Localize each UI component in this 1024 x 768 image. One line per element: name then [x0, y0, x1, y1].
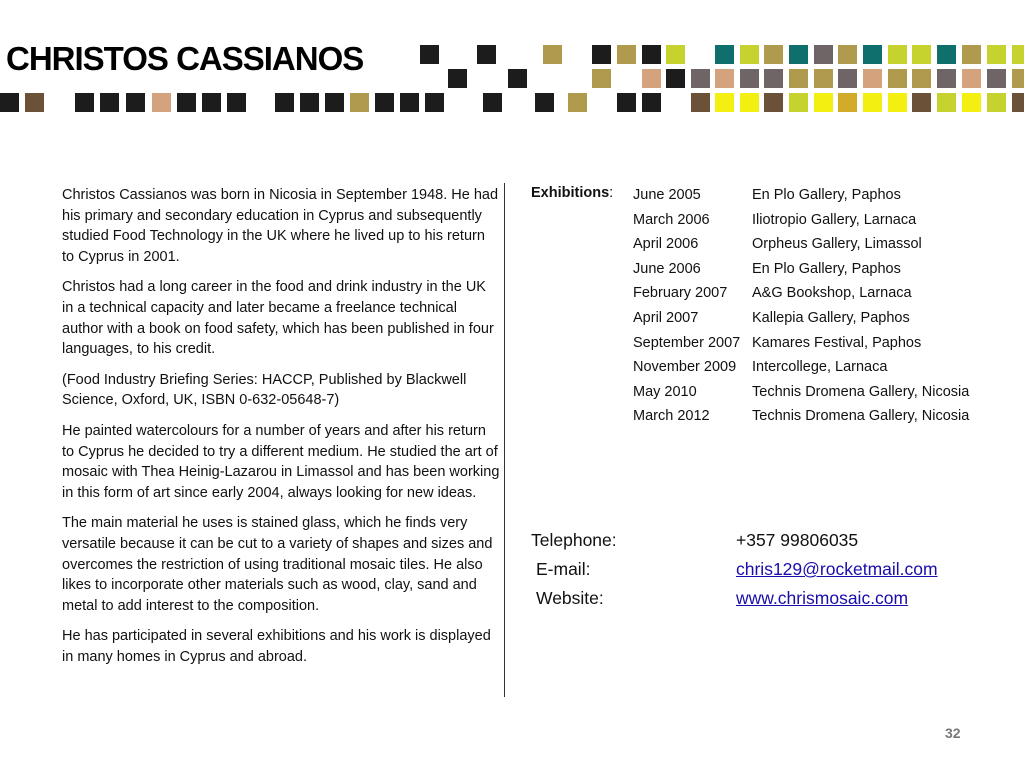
- website-row: [531, 584, 938, 613]
- exhibition-date: April 2007: [633, 309, 699, 326]
- mosaic-tile: [814, 69, 833, 88]
- mosaic-tile: [126, 93, 145, 112]
- bio-paragraph: Christos had a long career in the food and drink industry in the UK in a technical capacity and later became a freelance technical author with a book on food safety, which has been published in four languages, to his credit.: [62, 279, 494, 358]
- mosaic-tile: [987, 45, 1006, 64]
- telephone-value: +357 99806035: [736, 530, 859, 550]
- exhibitions-label: [531, 185, 613, 201]
- mosaic-tile: [789, 93, 808, 112]
- exhibition-date: March 2006: [633, 211, 710, 228]
- mosaic-tile: [535, 93, 554, 112]
- mosaic-tile: [477, 45, 496, 64]
- mosaic-tile: [863, 69, 882, 88]
- email-row: [531, 555, 938, 584]
- mosaic-tile: [789, 45, 808, 64]
- contact-info: [531, 526, 938, 613]
- mosaic-tile: [962, 45, 981, 64]
- exhibition-venue: Technis Dromena Gallery, Nicosia: [752, 383, 970, 400]
- mosaic-tile: [912, 69, 931, 88]
- bio-paragraph: (Food Industry Briefing Series: HACCP, Published by Blackwell Science, Oxford, UK, ISBN 0-632-05648-7): [62, 371, 467, 409]
- mosaic-tile: [420, 45, 439, 64]
- exhibition-row: [633, 259, 973, 280]
- exhibition-date: March 2012: [633, 408, 710, 425]
- exhibition-row: [633, 210, 973, 231]
- mosaic-tile: [275, 93, 294, 112]
- mosaic-tile: [691, 93, 710, 112]
- mosaic-tile: [300, 93, 319, 112]
- exhibition-date: November 2009: [633, 359, 737, 376]
- mosaic-tile: [400, 93, 419, 112]
- exhibition-venue: Kallepia Gallery, Paphos: [752, 309, 910, 326]
- mosaic-tile: [740, 45, 759, 64]
- mosaic-tile: [1012, 93, 1024, 112]
- email-link[interactable]: chris129@rocketmail.com: [736, 559, 938, 579]
- exhibition-row: [633, 406, 973, 427]
- mosaic-tile: [666, 45, 685, 64]
- mosaic-tile: [987, 93, 1006, 112]
- mosaic-tile: [838, 93, 857, 112]
- mosaic-tile: [715, 45, 734, 64]
- exhibition-venue: Technis Dromena Gallery, Nicosia: [752, 408, 970, 425]
- mosaic-tile: [814, 45, 833, 64]
- exhibition-row: [633, 185, 973, 206]
- mosaic-tile: [202, 93, 221, 112]
- exhibition-row: [633, 283, 973, 304]
- mosaic-tile: [888, 69, 907, 88]
- mosaic-tile: [568, 93, 587, 112]
- mosaic-tile: [912, 93, 931, 112]
- mosaic-tile: [814, 93, 833, 112]
- mosaic-tile: [838, 69, 857, 88]
- exhibition-venue: Orpheus Gallery, Limassol: [752, 236, 922, 253]
- mosaic-tile: [863, 93, 882, 112]
- mosaic-tile: [666, 69, 685, 88]
- mosaic-tile: [100, 93, 119, 112]
- exhibition-venue: Intercollege, Larnaca: [752, 359, 888, 376]
- mosaic-tile: [642, 69, 661, 88]
- column-divider: [504, 183, 505, 697]
- mosaic-tile: [937, 45, 956, 64]
- mosaic-tile: [642, 45, 661, 64]
- mosaic-tile: [508, 69, 527, 88]
- exhibition-date: June 2005: [633, 187, 701, 203]
- exhibition-date: June 2006: [633, 260, 701, 277]
- exhibition-row: [633, 333, 973, 354]
- mosaic-tile: [764, 93, 783, 112]
- exhibition-row: [633, 382, 973, 403]
- exhibition-venue: Iliotropio Gallery, Larnaca: [752, 211, 917, 228]
- mosaic-tile: [75, 93, 94, 112]
- mosaic-tile: [764, 69, 783, 88]
- mosaic-tile: [375, 93, 394, 112]
- mosaic-tile: [448, 69, 467, 88]
- mosaic-tile: [325, 93, 344, 112]
- mosaic-tile: [25, 93, 44, 112]
- telephone-label: Telephone:: [531, 530, 617, 550]
- exhibition-venue: Kamares Festival, Paphos: [752, 334, 922, 351]
- exhibition-row: [633, 357, 973, 378]
- telephone-row: [531, 526, 938, 555]
- mosaic-tile: [937, 93, 956, 112]
- exhibitions-list: [633, 185, 973, 431]
- mosaic-tile: [987, 69, 1006, 88]
- page-number: 32: [945, 725, 961, 741]
- mosaic-tile: [962, 93, 981, 112]
- mosaic-tile: [863, 45, 882, 64]
- mosaic-tile: [691, 69, 710, 88]
- mosaic-tile: [617, 45, 636, 64]
- mosaic-tile: [177, 93, 196, 112]
- mosaic-tile: [937, 69, 956, 88]
- website-label: Website:: [536, 588, 604, 608]
- mosaic-tile: [152, 93, 171, 112]
- mosaic-tile: [740, 93, 759, 112]
- exhibitions-colon: :: [609, 185, 614, 201]
- page-title: CHRISTOS CASSIANOS: [6, 40, 364, 77]
- bio-paragraph: Christos Cassianos was born in Nicosia in September 1948. He had his primary and secondary education in Cyprus and subsequently studied Food Technology in the UK where he lived up to his return to Cyprus in 2001.: [62, 187, 499, 265]
- mosaic-tile: [592, 45, 611, 64]
- mosaic-tile: [740, 69, 759, 88]
- exhibition-venue: A&G Bookshop, Larnaca: [752, 285, 912, 302]
- biography-text: [62, 185, 500, 677]
- mosaic-tile: [227, 93, 246, 112]
- mosaic-tile: [1012, 69, 1024, 88]
- mosaic-tile: [962, 69, 981, 88]
- exhibition-date: April 2006: [633, 236, 699, 253]
- mosaic-tile: [838, 45, 857, 64]
- mosaic-tile: [715, 69, 734, 88]
- mosaic-tile: [350, 93, 369, 112]
- bio-paragraph: He painted watercolours for a number of years and after his return to Cyprus he decided to try a different medium. He studied the art of mosaic with Thea Heinig-Lazarou in Limassol and has been working in this form of art since early 2004, always looking for new ideas.: [62, 422, 500, 501]
- mosaic-tile: [543, 45, 562, 64]
- mosaic-tile: [642, 93, 661, 112]
- mosaic-tile: [0, 93, 19, 112]
- mosaic-tile: [888, 45, 907, 64]
- mosaic-tile: [483, 93, 502, 112]
- bio-paragraph: The main material he uses is stained glass, which he finds very versatile because it can be cut to a variety of shapes and sizes and overcomes the restriction of using traditional mosaic tiles. He also likes to incorporate other materials such as wood, clay, sand and metal to add interest to the composition.: [62, 515, 493, 614]
- email-label: E-mail:: [536, 559, 591, 579]
- exhibition-venue: En Plo Gallery, Paphos: [752, 187, 901, 203]
- mosaic-tile: [617, 93, 636, 112]
- exhibition-row: [633, 234, 973, 255]
- mosaic-tile: [888, 93, 907, 112]
- mosaic-tile: [1012, 45, 1024, 64]
- exhibition-date: February 2007: [633, 285, 728, 302]
- exhibition-date: May 2010: [633, 383, 697, 400]
- exhibitions-heading: Exhibitions: [531, 185, 610, 201]
- mosaic-tile: [764, 45, 783, 64]
- bio-paragraph: He has participated in several exhibitions and his work is displayed in many homes in Cyprus and abroad.: [62, 628, 491, 665]
- mosaic-tile: [592, 69, 611, 88]
- mosaic-tile: [715, 93, 734, 112]
- mosaic-tile: [912, 45, 931, 64]
- exhibition-venue: En Plo Gallery, Paphos: [752, 260, 901, 277]
- exhibition-date: September 2007: [633, 334, 741, 351]
- mosaic-tile: [789, 69, 808, 88]
- mosaic-tile: [425, 93, 444, 112]
- exhibition-row: [633, 308, 973, 329]
- website-link[interactable]: www.chrismosaic.com: [736, 588, 909, 608]
